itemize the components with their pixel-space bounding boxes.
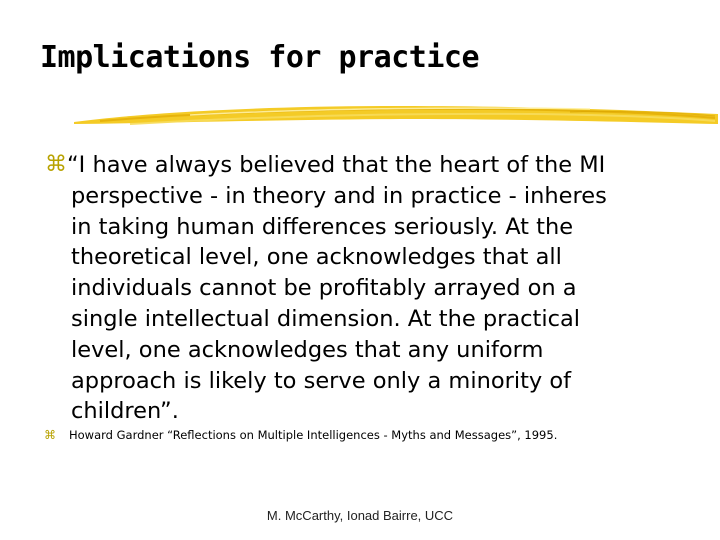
quote-line: children”. [71, 398, 179, 425]
quote-line: individuals cannot be profitably arrayed on a [71, 275, 577, 302]
quote-paragraph [67, 150, 671, 427]
quote-line: perspective - in theory and in practice - inheres [71, 182, 607, 209]
quote-line: “I have always believed that the heart of the MI [67, 152, 606, 178]
quote-line: in taking human differences seriously. At the [71, 213, 574, 240]
slide-footer: M. McCarthy, Ionad Bairre, UCC [266, 508, 454, 523]
title-underline-brushstroke [70, 100, 720, 134]
slide-title: Implications for practice [40, 40, 480, 75]
quote-line: single intellectual dimension. At the practical [71, 305, 581, 332]
quote-line: level, one acknowledges that any uniform [71, 336, 544, 363]
looped-square-bullet-icon: ⌘ [44, 428, 56, 442]
quote-line: approach is likely to serve only a minority of [71, 367, 572, 394]
looped-square-bullet-icon: ⌘ [45, 152, 67, 177]
quote-line: theoretical level, one acknowledges that all [71, 244, 562, 271]
citation: Howard Gardner “Reflections on Multiple Intelligences - Myths and Messages”, 1995. [69, 428, 558, 442]
